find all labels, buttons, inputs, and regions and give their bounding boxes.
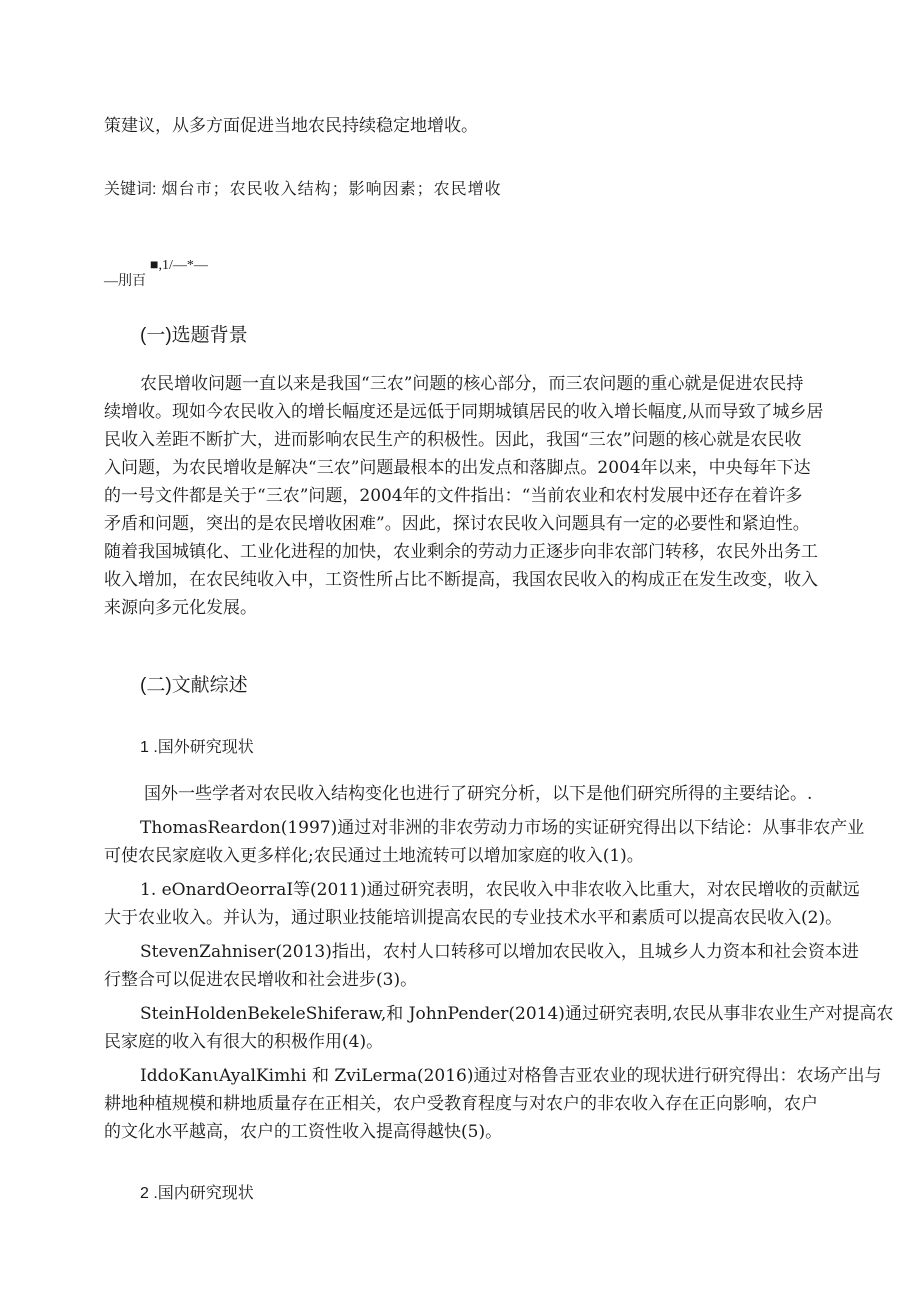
garbled-heading-line-1: ■,1/—*—: [150, 258, 208, 273]
section2-heading: (二)文献综述: [140, 675, 248, 696]
section1-line: 农民增收问题一直以来是我国“三农”问题的核心部分，而三农问题的重心就是促进农民持: [140, 374, 804, 394]
abstract-tail: 策建议，从多方面促进当地农民持续稳定地增收。: [104, 116, 478, 136]
para-line: 民家庭的收入有很大的积极作用(4)。: [104, 1032, 384, 1052]
para-line: 可使农民家庭收入更多样化;农民通过土地流转可以增加家庭的收入(1)。: [104, 846, 644, 866]
sub1-heading: 1 .国外研究现状: [140, 739, 254, 756]
section1-body: [104, 370, 824, 622]
section1-line: 来源向多元化发展。: [104, 598, 257, 618]
section1-line: 随着我国城镇化、工业化进程的加快，农业剩余的劳动力正逐步向非农部门转移，农民外出务工: [104, 542, 818, 562]
sub1-intro: [144, 780, 812, 808]
section1-line: 的一号文件都是关于“三农”问题，2004年的文件指出：“当前农业和农村发展中还存在着许多: [104, 486, 803, 506]
literature-para-1: [104, 814, 865, 870]
keywords-line: [104, 176, 502, 199]
literature-para-2: [104, 876, 860, 932]
section1-line: 续增收。现如今农民收入的增长幅度还是远低于同期城镇居民的收入增长幅度,从而导致了城乡居: [104, 402, 824, 422]
section1-heading: (一)选题背景: [140, 325, 248, 346]
para-line: 的文化水平越高，农户的工资性收入提高得越快(5)。: [104, 1122, 503, 1142]
para-line: IddoKanιAyalKimhi 和 ZviLerma(2016)通过对格鲁吉亚农业的现状进行研究得出：农场产出与: [140, 1066, 882, 1086]
section1-line: 民收入差距不断扩大，进而影响农民生产的积极性。因此，我国“三农”问题的核心就是农民收: [104, 430, 802, 450]
section1-line: 收入增加，在农民纯收入中，工资性所占比不断提高，我国农民收入的构成正在发生改变，收入: [104, 570, 818, 590]
para-line: 行整合可以促进农民增收和社会进步(3)。: [104, 970, 418, 990]
literature-para-3: [104, 938, 859, 994]
sub2-heading: 2 .国内研究现状: [140, 1185, 254, 1202]
para-line: 1. eOnardOeorraI等(2011)通过研究表明，农民收入中非农收入比重大，对农民增收的贡献远: [140, 880, 860, 900]
garbled-heading-line-2: —刖百: [104, 274, 146, 289]
para-line: ThomasReardon(1997)通过对非洲的非农劳动力市场的实证研究得出以下结论：从事非农产业: [140, 818, 865, 838]
sub1-intro-text: 国外一些学者对农民收入结构变化也进行了研究分析，以下是他们研究所得的主要结论。.: [144, 784, 813, 804]
para-line: StevenZahniser(2013)指出，农村人口转移可以增加农民收入，且城乡人力资本和社会资本进: [140, 942, 859, 962]
para-line: 耕地种植规模和耕地质量存在正相关，农户受教育程度与对农户的非农收入存在正向影响，农户: [104, 1094, 818, 1114]
keywords-value: 烟台市；农民收入结构；影响因素；农民增收: [161, 179, 502, 198]
literature-para-5: [104, 1062, 882, 1146]
para-line: 大于农业收入。并认为，通过职业技能培训提高农民的专业技术水平和素质可以提高农民收入(2)。: [104, 908, 843, 928]
keywords-colon: :: [152, 181, 157, 198]
section1-line: 入问题，为农民增收是解决“三农”问题最根本的出发点和落脚点。2004年以来，中央每年下达: [104, 458, 811, 478]
para-line: SteinHoldenBekeleShiferaw,和 JohnPender(2014)通过研究表明,农民从事非农业生产对提高农: [140, 1004, 894, 1024]
section1-line: 矛盾和问题，突出的是农民增收困难”。因此，探讨农民收入问题具有一定的必要性和紧迫性。: [104, 514, 810, 534]
keywords-label: 关键词: [104, 181, 153, 198]
literature-para-4: [104, 1000, 894, 1056]
